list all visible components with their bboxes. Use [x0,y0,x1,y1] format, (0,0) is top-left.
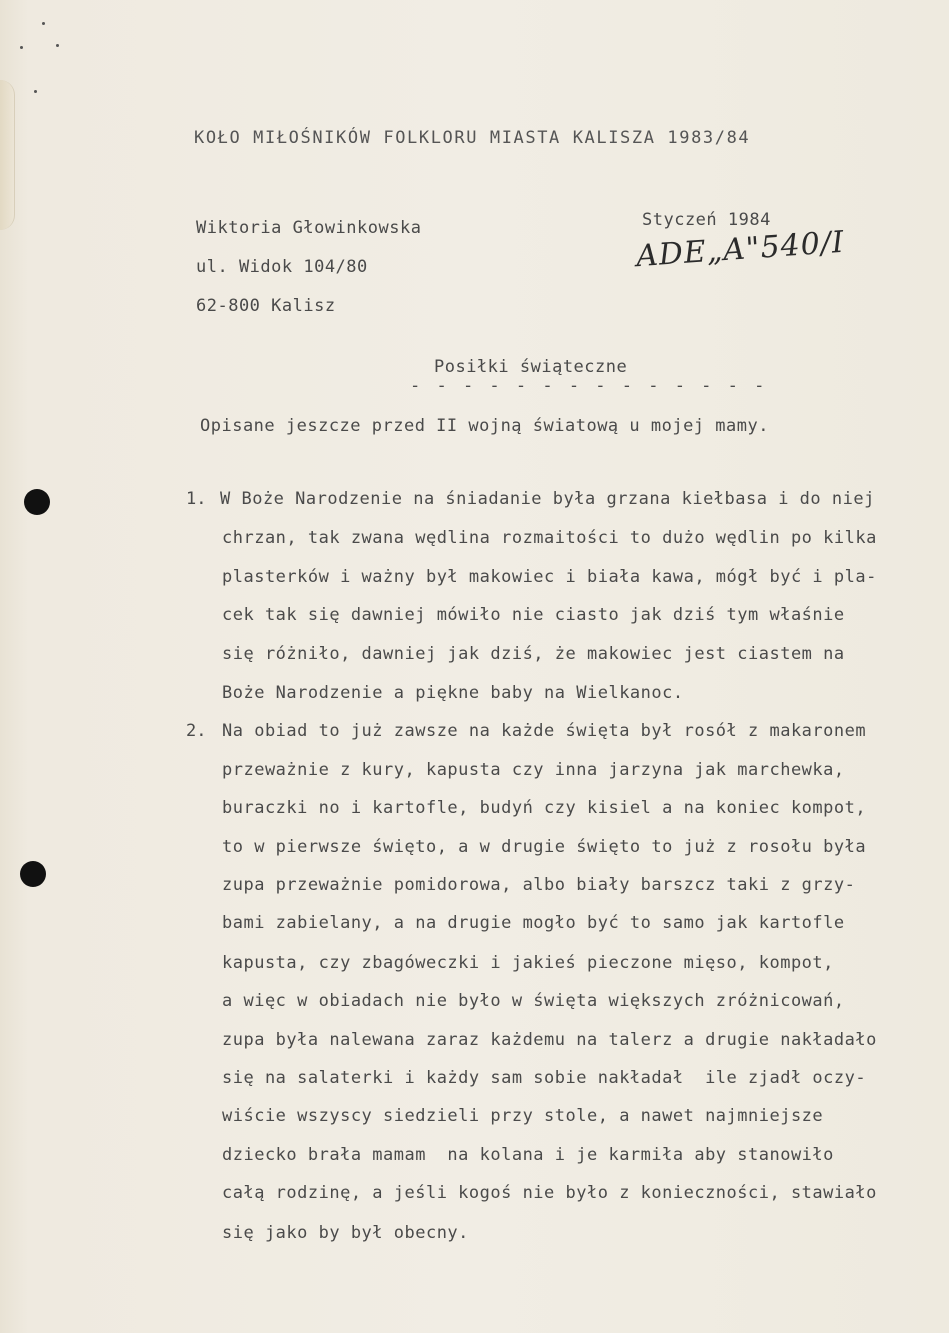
text-line: a więc w obiadach nie było w święta większych zróżnicowań, [222,991,845,1011]
paper-speck [56,44,59,47]
text-line: zupa przeważnie pomidorowa, albo biały barszcz taki z grzy- [222,875,856,895]
intro-line: Opisane jeszcze przed II wojną światową u mojej mamy. [200,416,769,436]
punch-hole [24,489,50,515]
text-line: się różniło, dawniej jak dziś, że makowiec jest ciastem na [222,644,845,664]
title-underline: - - - - - - - - - - - - - - [410,376,768,396]
text-line: się na salaterki i każdy sam sobie nakładał ile zjadł oczy- [222,1068,867,1088]
text-line: W Boże Narodzenie na śniadanie była grzana kiełbasa i do niej [220,489,875,509]
text-line: bami zabielany, a na drugie mogło być to samo jak kartofle [222,913,845,933]
text-line: chrzan, tak zwana wędlina rozmaitości to dużo wędlin po kilka [222,528,877,548]
document-date: Styczeń 1984 [642,210,771,230]
text-line: się jako by był obecny. [222,1223,469,1243]
text-line: dziecko brała mamam na kolana i je karmiła aby stanowiło [222,1145,834,1165]
address-city: 62-800 Kalisz [196,296,336,316]
text-line: Boże Narodzenie a piękne baby na Wielkanoc. [222,683,684,703]
text-line: kapusta, czy zbagóweczki i jakieś pieczone mięso, kompot, [222,953,834,973]
text-line: całą rodzinę, a jeśli kogoś nie było z konieczności, stawiało [222,1183,877,1203]
text-line: wiście wszyscy siedzieli przy stole, a nawet najmniejsze [222,1106,824,1126]
text-line: plasterków i ważny był makowiec i biała kawa, mógł być i pla- [222,567,877,587]
paper-edge-fold [0,80,15,230]
text-line: Na obiad to już zawsze na każde święta był rosół z makaronem [222,721,867,741]
text-line: cek tak się dawniej mówiło nie ciasto jak dziś tym właśnie [222,605,845,625]
punch-hole [20,861,46,887]
text-line: zupa była nalewana zaraz każdemu na talerz a drugie nakładało [222,1030,877,1050]
paper-speck [42,22,45,25]
item-number: 2. [186,721,207,741]
text-line: to w pierwsze święto, a w drugie święto to już z rosołu była [222,837,867,857]
document-header: KOŁO MIŁOŚNIKÓW FOLKLORU MIASTA KALISZA 1983/84 [194,128,751,148]
address-name: Wiktoria Głowinkowska [196,218,422,238]
archive-signature-mark: ADE„A"540/I [635,224,846,275]
address-street: ul. Widok 104/80 [196,257,368,277]
paper-speck [20,46,23,49]
text-line: buraczki no i kartofle, budyń czy kisiel a na koniec kompot, [222,798,867,818]
text-line: przeważnie z kury, kapusta czy inna jarzyna jak marchewka, [222,760,845,780]
item-number: 1. [186,489,207,509]
document-title: Posiłki świąteczne [434,357,628,377]
paper-speck [34,90,37,93]
